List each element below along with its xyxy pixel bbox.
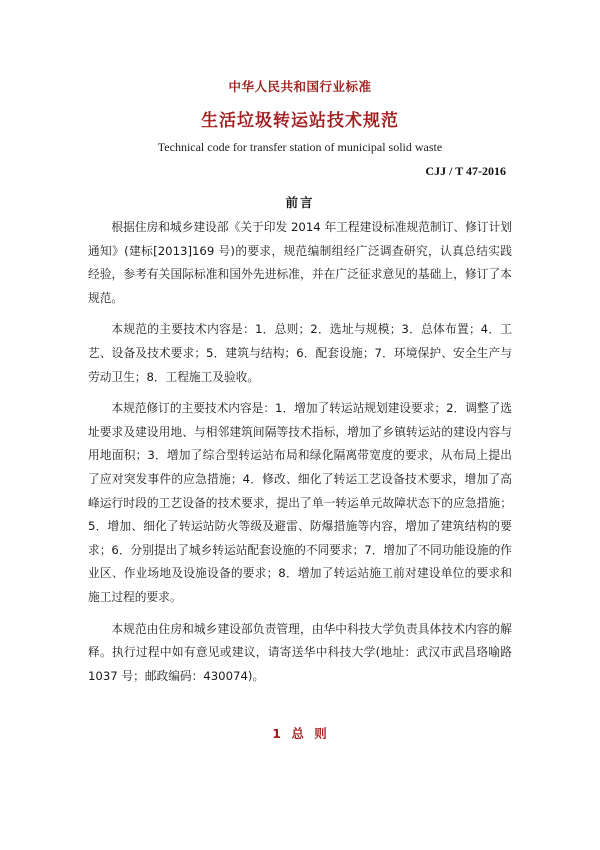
- preface-body: [88, 216, 512, 696]
- standard-code: CJJ / T 47-2016: [425, 164, 506, 178]
- preface-heading: 前言: [285, 195, 315, 210]
- preface-paragraph-1: 根据住房和城乡建设部《关于印发 2014 年工程建设标准规范制订、修订计划通知》(建标[2013]169 号)的要求，规范编制组经广泛调查研究，认真总结实践经验，参考有关国际标准和国外先进标准，并在广泛征求意见的基础上，修订了本规范。: [88, 220, 512, 305]
- english-title: Technical code for transfer station of municipal solid waste: [157, 140, 443, 154]
- preface-paragraph-3: 本规范修订的主要技术内容是：1．增加了转运站规划建设要求；2．调整了选址要求及建设用地、与相邻建筑间隔等技术指标，增加了乡镇转运站的建设内容与用地面积；3．增加了综合型转运站布局和绿化隔离带宽度的要求，从布局上提出了应对突发事件的应急措施；4．修改、细化了转运工艺设备技术要求，增加了高峰运行时段的工艺设备的技术要求，提出了单一转运单元故障状态下的应急措施；5．增加、细化了转运站防火等级及避雷、防爆措施等内容，增加了建筑结构的要求；6．分别提出了城乡转运站配套设施的不同要求；7．增加了不同功能设施的作业区、作业场地及设施设备的要求；8．增加了转运站施工前对建设单位的要求和施工过程的要求。: [88, 401, 512, 604]
- preface-paragraph-4: 本规范由住房和城乡建设部负责管理，由华中科技大学负责具体技术内容的解释。执行过程中如有意见或建议，请寄送华中科技大学(地址：武汉市武昌珞喻路 1037 号；邮政编码：430074)。: [88, 621, 512, 683]
- section-heading-general: 1 总 则: [272, 726, 328, 741]
- standard-label: 中华人民共和国行业标准: [228, 79, 372, 94]
- document-title: 生活垃圾转运站技术规范: [201, 111, 399, 131]
- preface-paragraph-2: 本规范的主要技术内容是：1．总则；2．选址与规模；3．总体布置；4．工艺、设备及技术要求；5．建筑与结构；6．配套设施；7．环境保护、安全生产与劳动卫生；8．工程施工及验收。: [88, 322, 512, 384]
